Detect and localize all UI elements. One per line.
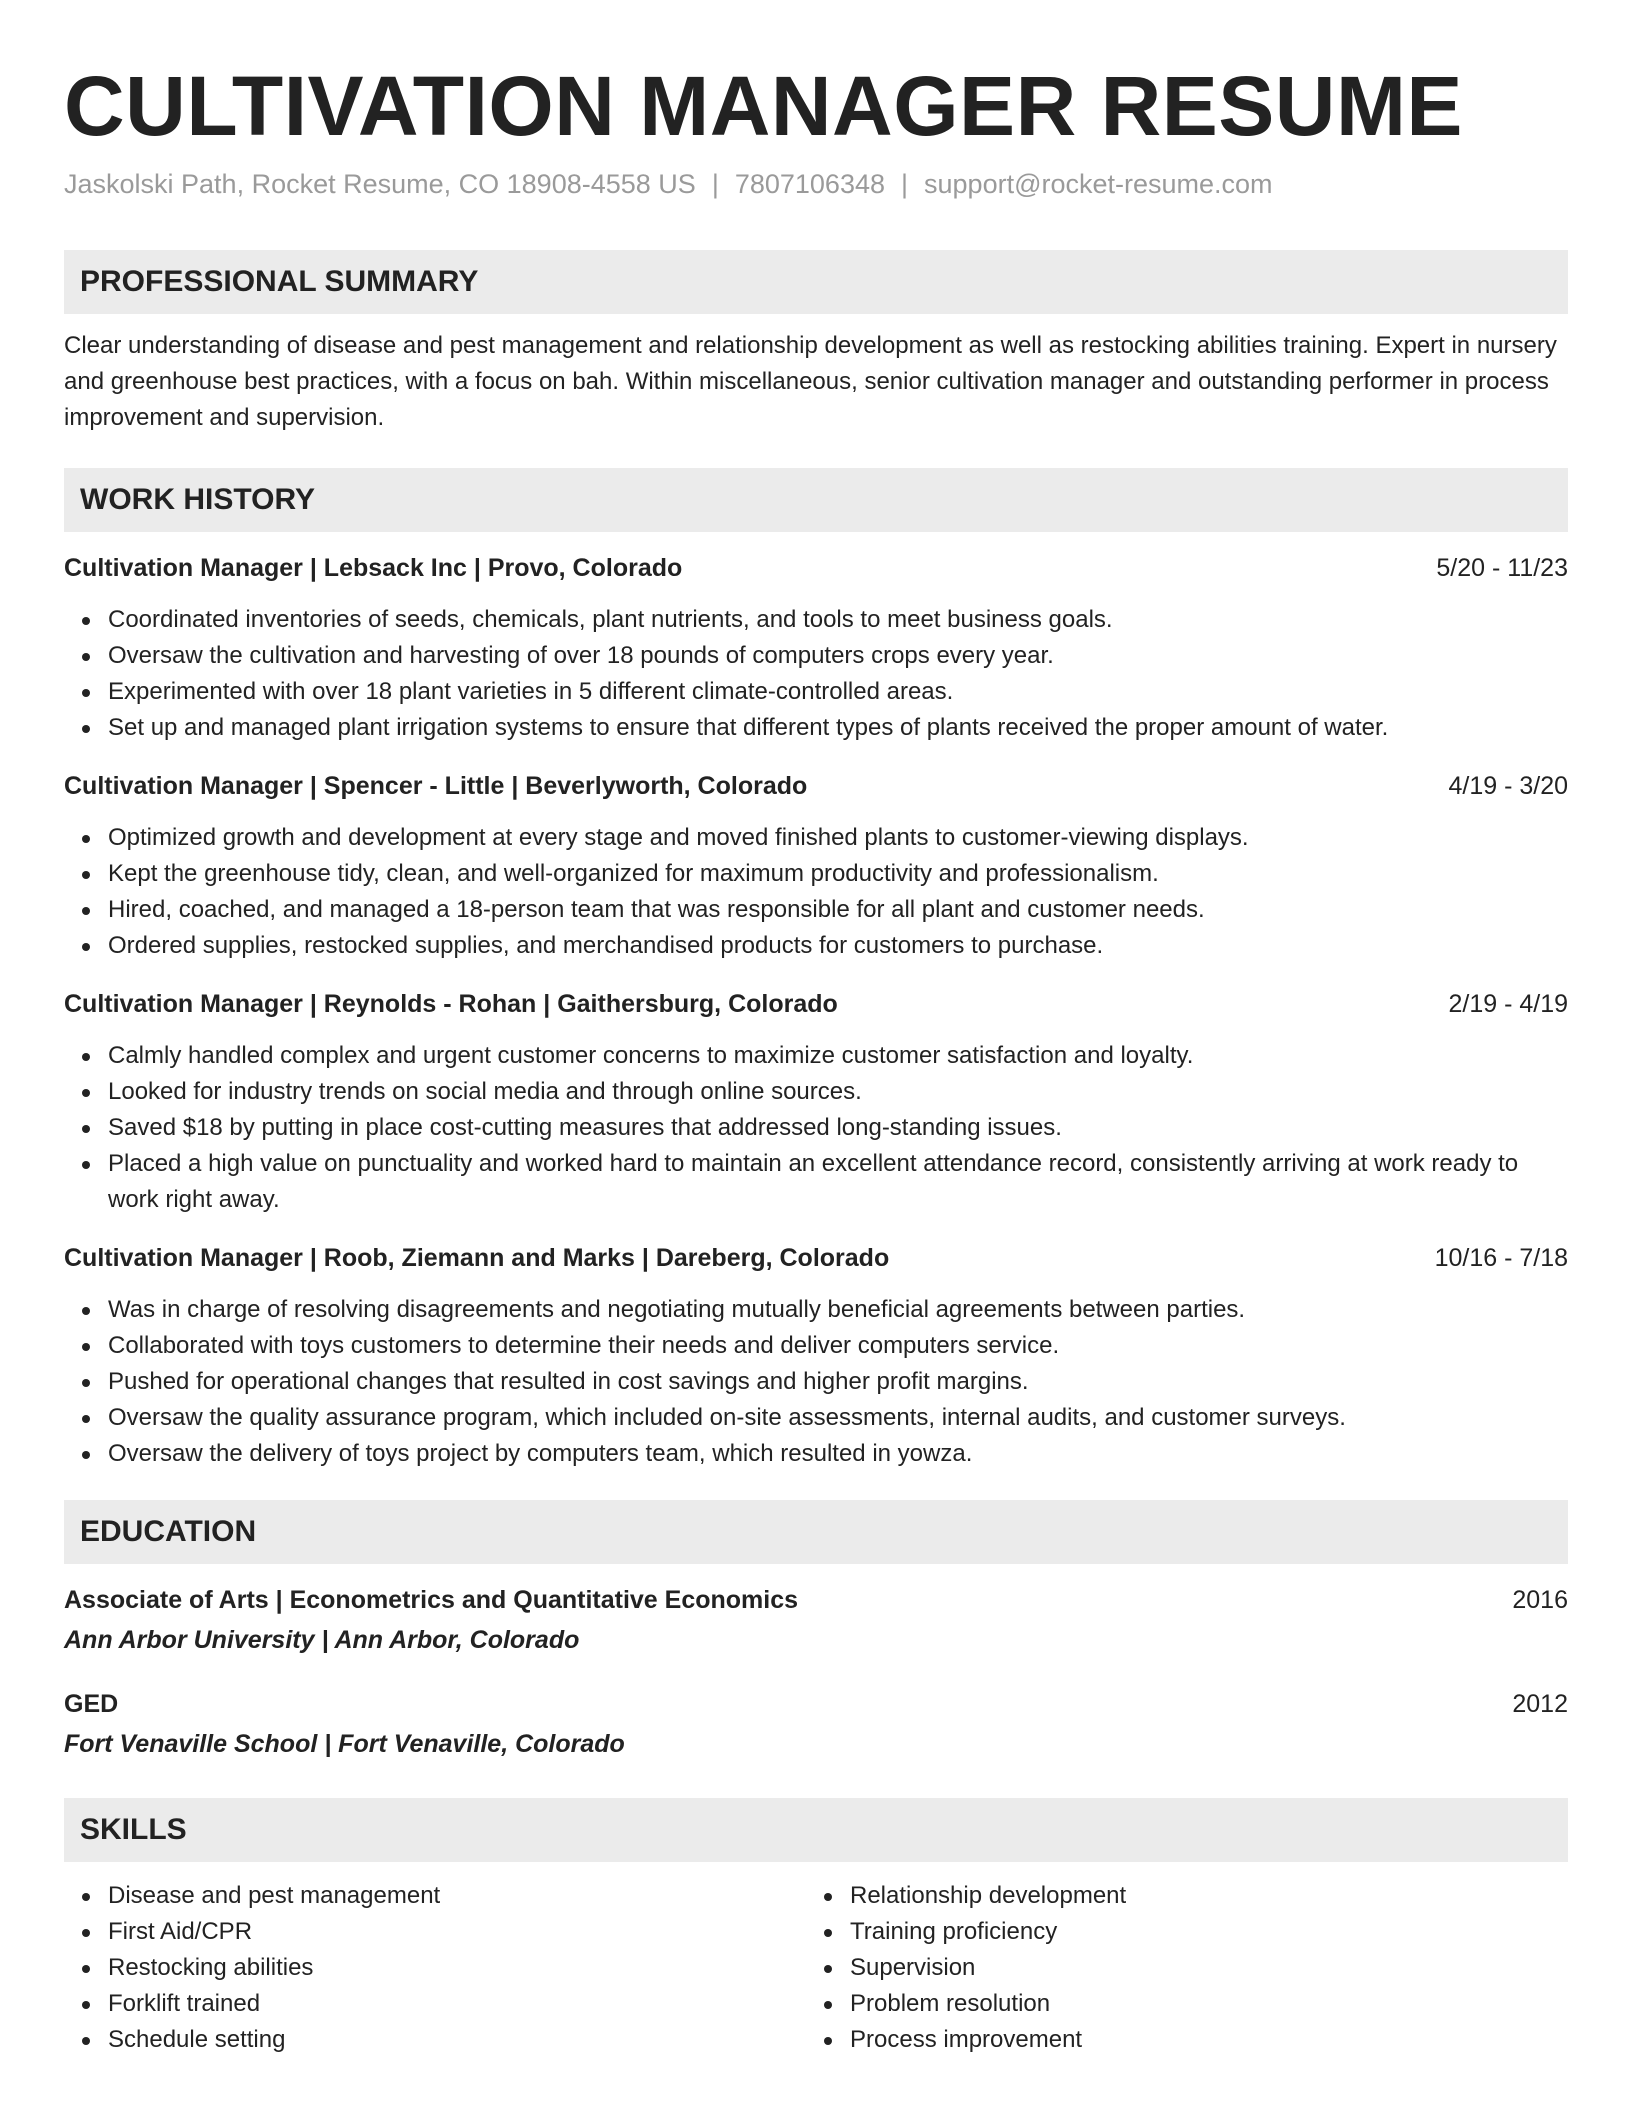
job-dates: 5/20 - 11/23 xyxy=(1436,554,1568,582)
job-header xyxy=(64,986,1568,1022)
job-bullet: Ordered supplies, restocked supplies, and merchandised products for customers to purchase. xyxy=(108,928,1568,964)
job-bullets xyxy=(64,602,1568,746)
job-title: Cultivation Manager | Lebsack Inc | Provo, Colorado xyxy=(64,554,683,582)
job-bullet: Calmly handled complex and urgent customer concerns to maximize customer satisfaction and loyalty. xyxy=(108,1038,1568,1074)
job-dates: 10/16 - 7/18 xyxy=(1434,1244,1568,1272)
education-year: 2012 xyxy=(1512,1690,1568,1718)
job-bullets xyxy=(64,820,1568,964)
skill-item: Supervision xyxy=(850,1950,1548,1986)
skills-list xyxy=(806,1878,1548,2058)
education-degree: Associate of Arts | Econometrics and Quantitative Economics xyxy=(64,1586,799,1614)
job-bullet: Oversaw the quality assurance program, which included on-site assessments, internal audits, and customer surveys. xyxy=(108,1400,1568,1436)
job-bullet: Was in charge of resolving disagreements and negotiating mutually beneficial agreements between parties. xyxy=(108,1292,1568,1328)
education-header xyxy=(64,1686,1568,1722)
job-bullet: Coordinated inventories of seeds, chemicals, plant nutrients, and tools to meet business goals. xyxy=(108,602,1568,638)
job-entry xyxy=(64,768,1568,964)
contact-line xyxy=(64,166,1568,202)
job-bullets xyxy=(64,1038,1568,1218)
section-header-skills: SKILLS xyxy=(64,1798,1568,1862)
job-header xyxy=(64,550,1568,586)
job-dates: 2/19 - 4/19 xyxy=(1448,990,1568,1018)
job-title: Cultivation Manager | Roob, Ziemann and Marks | Dareberg, Colorado xyxy=(64,1244,890,1272)
job-bullet: Looked for industry trends on social media and through online sources. xyxy=(108,1074,1568,1110)
skill-item: Problem resolution xyxy=(850,1986,1548,2022)
skill-item: Disease and pest management xyxy=(108,1878,806,1914)
skills-column-left xyxy=(64,1878,806,2058)
job-entry xyxy=(64,550,1568,746)
skill-item: Relationship development xyxy=(850,1878,1548,1914)
job-bullet: Oversaw the delivery of toys project by computers team, which resulted in yowza. xyxy=(108,1436,1568,1472)
skill-item: Schedule setting xyxy=(108,2022,806,2058)
contact-separator: | xyxy=(711,169,719,199)
skills-grid xyxy=(64,1878,1568,2058)
job-bullet: Collaborated with toys customers to determine their needs and deliver computers service. xyxy=(108,1328,1568,1364)
job-bullets xyxy=(64,1292,1568,1472)
section-header-work-history: WORK HISTORY xyxy=(64,468,1568,532)
job-bullet: Set up and managed plant irrigation systems to ensure that different types of plants received the proper amount of water. xyxy=(108,710,1568,746)
education-entry xyxy=(64,1686,1568,1762)
job-bullet: Oversaw the cultivation and harvesting of over 18 pounds of computers crops every year. xyxy=(108,638,1568,674)
job-entry xyxy=(64,986,1568,1218)
job-title: Cultivation Manager | Spencer - Little | Beverlyworth, Colorado xyxy=(64,772,808,800)
skill-item: Forklift trained xyxy=(108,1986,806,2022)
skill-item: Restocking abilities xyxy=(108,1950,806,1986)
skills-list xyxy=(64,1878,806,2058)
job-bullet: Optimized growth and development at every stage and moved finished plants to customer-viewing displays. xyxy=(108,820,1568,856)
contact-phone: 7807106348 xyxy=(734,169,885,199)
job-dates: 4/19 - 3/20 xyxy=(1448,772,1568,800)
education-school: Fort Venaville School | Fort Venaville, Colorado xyxy=(64,1730,625,1758)
skill-item: Training proficiency xyxy=(850,1914,1548,1950)
skill-item: Process improvement xyxy=(850,2022,1548,2058)
section-header-education: EDUCATION xyxy=(64,1500,1568,1564)
skills-column-right xyxy=(806,1878,1548,2058)
job-header xyxy=(64,1240,1568,1276)
contact-address: Jaskolski Path, Rocket Resume, CO 18908-4558 US xyxy=(64,169,696,199)
contact-separator: | xyxy=(901,169,909,199)
contact-email: support@rocket-resume.com xyxy=(924,169,1273,199)
job-bullet: Pushed for operational changes that resulted in cost savings and higher profit margins. xyxy=(108,1364,1568,1400)
job-bullet: Hired, coached, and managed a 18-person team that was responsible for all plant and customer needs. xyxy=(108,892,1568,928)
job-bullet: Saved $18 by putting in place cost-cutting measures that addressed long-standing issues. xyxy=(108,1110,1568,1146)
job-bullet: Kept the greenhouse tidy, clean, and well-organized for maximum productivity and professionalism. xyxy=(108,856,1568,892)
education-header xyxy=(64,1582,1568,1618)
job-bullet: Placed a high value on punctuality and worked hard to maintain an excellent attendance record, consistently arriving at work ready to work right away. xyxy=(108,1146,1568,1218)
skill-item: First Aid/CPR xyxy=(108,1914,806,1950)
resume-page xyxy=(64,0,1568,2058)
education-year: 2016 xyxy=(1512,1586,1568,1614)
job-bullet: Experimented with over 18 plant varieties in 5 different climate-controlled areas. xyxy=(108,674,1568,710)
education-degree: GED xyxy=(64,1690,119,1718)
job-title: Cultivation Manager | Reynolds - Rohan | Gaithersburg, Colorado xyxy=(64,990,838,1018)
job-header xyxy=(64,768,1568,804)
job-entry xyxy=(64,1240,1568,1472)
education-school: Ann Arbor University | Ann Arbor, Colorado xyxy=(64,1626,580,1654)
summary-text: Clear understanding of disease and pest management and relationship development as well as restocking abilities training. Expert in nursery and greenhouse best practices, with a focus on bah. Within miscellaneous, senior cultivation manager and outstanding performer in process improvement and supervision. xyxy=(64,332,1557,431)
education-entry xyxy=(64,1582,1568,1658)
section-header-summary: PROFESSIONAL SUMMARY xyxy=(64,250,1568,314)
resume-title: CULTIVATION MANAGER RESUME xyxy=(64,59,1463,153)
